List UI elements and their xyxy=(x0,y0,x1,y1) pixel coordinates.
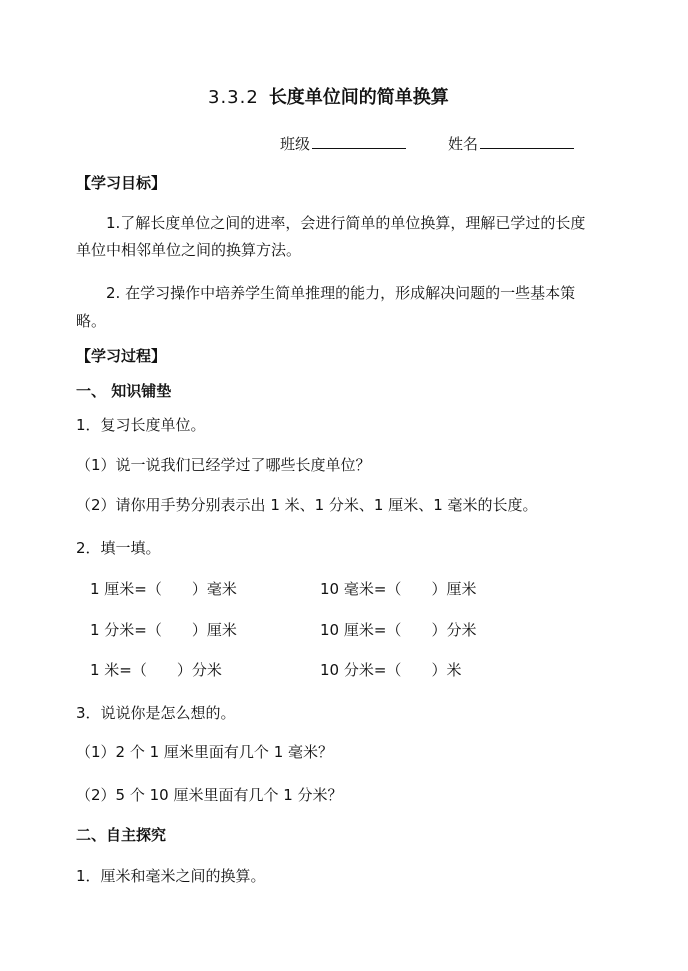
name-field xyxy=(448,132,574,154)
fill-row-2-right: 10 厘米=（ ）分米 xyxy=(320,621,477,639)
fill-row-3-left: 1 米=（ ）分米 xyxy=(90,661,222,679)
goal-item-2-line-1: 2. 在学习操作中培养学生简单推理的能力，形成解决问题的一些基本策 xyxy=(106,284,576,302)
fill-row-1-right: 10 毫米=（ ）厘米 xyxy=(320,580,477,598)
question-2: 2．填一填。 xyxy=(76,539,161,557)
class-label: 班级 xyxy=(280,135,311,153)
question-3: 3．说说你是怎么想的。 xyxy=(76,704,236,722)
fill-row-1-left: 1 厘米=（ ）毫米 xyxy=(90,580,237,598)
fill-row-2-left: 1 分米=（ ）厘米 xyxy=(90,621,237,639)
question-1: 1．复习长度单位。 xyxy=(76,416,206,434)
fill-row-3-right: 10 分米=（ ）米 xyxy=(320,661,462,679)
lesson-number: 3.3.2 xyxy=(208,87,259,108)
question-1-1: （1）说一说我们已经学过了哪些长度单位？ xyxy=(76,456,371,474)
question-3-1: （1）2 个 1 厘米里面有几个 1 毫米？ xyxy=(76,743,334,761)
question-3-2: （2）5 个 10 厘米里面有几个 1 分米？ xyxy=(76,786,343,804)
goals-heading: 【学习目标】 xyxy=(76,174,167,192)
class-field xyxy=(280,132,406,154)
lesson-title: 长度单位间的简单换算 xyxy=(268,87,449,108)
section-2-heading: 二、自主探究 xyxy=(76,826,167,844)
name-blank[interactable] xyxy=(480,132,574,149)
page-title xyxy=(208,88,449,108)
question-1-2: （2）请你用手势分别表示出 1 米、1 分米、1 厘米、1 毫米的长度。 xyxy=(76,496,538,514)
class-blank[interactable] xyxy=(312,132,406,149)
goal-item-1-line-2: 单位中相邻单位之间的换算方法。 xyxy=(76,241,302,259)
question-4: 1．厘米和毫米之间的换算。 xyxy=(76,867,266,885)
name-label: 姓名 xyxy=(448,135,479,153)
goal-item-2-line-2: 略。 xyxy=(76,312,107,330)
process-heading: 【学习过程】 xyxy=(76,347,167,365)
goal-item-1-line-1: 1.了解长度单位之间的进率，会进行简单的单位换算，理解已学过的长度 xyxy=(106,214,586,232)
section-1-heading: 一、 知识铺垫 xyxy=(76,382,172,400)
